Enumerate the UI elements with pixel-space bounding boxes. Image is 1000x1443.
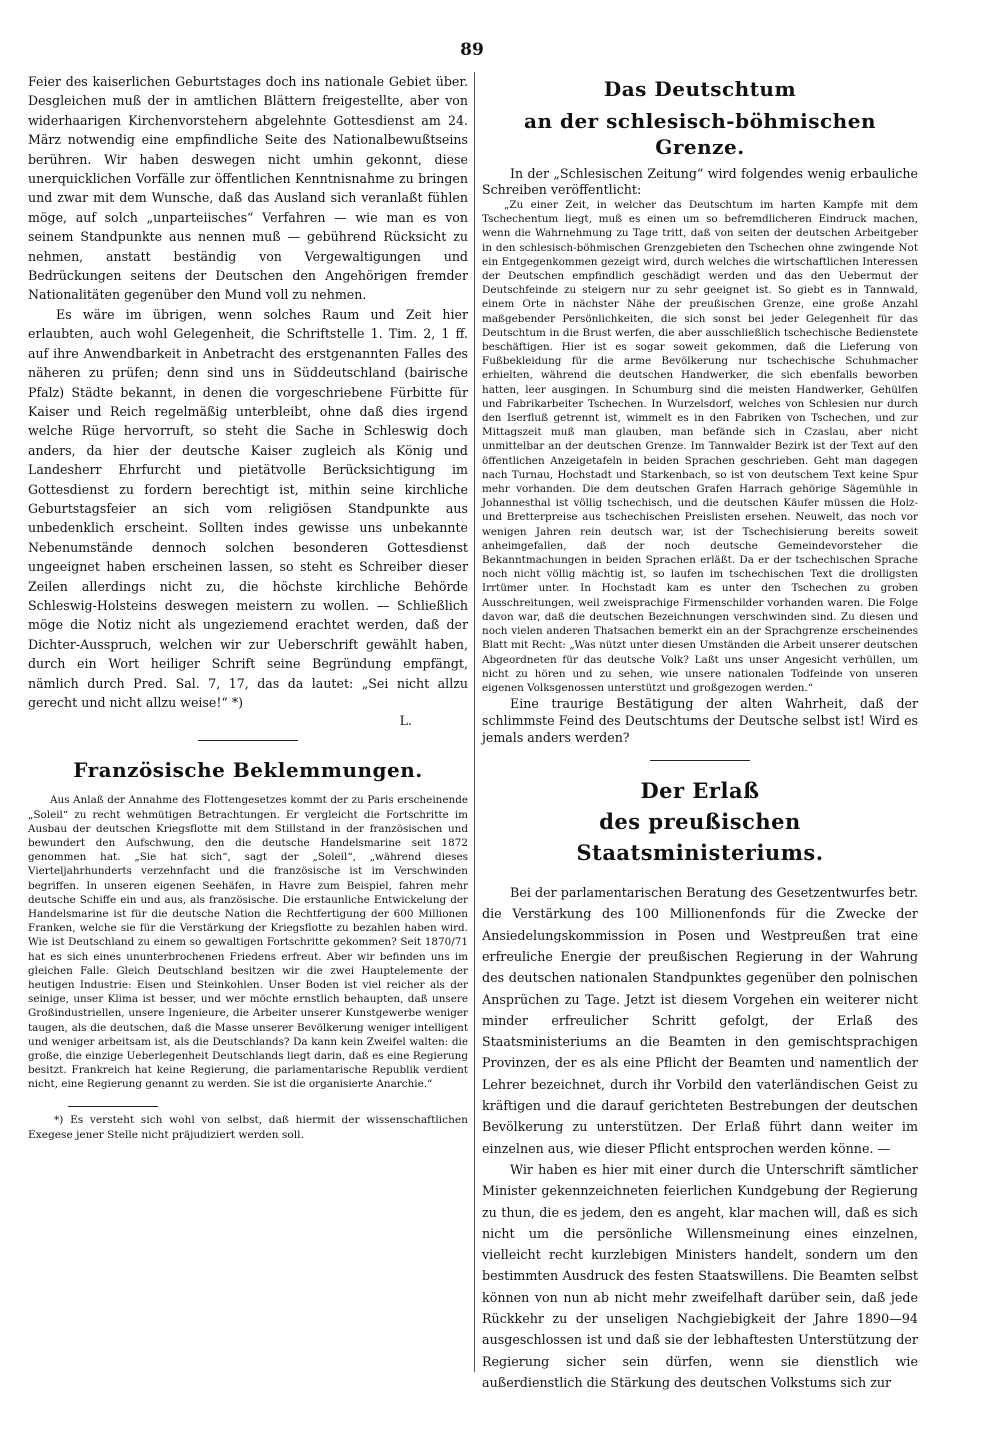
article-body-erlass-2: Wir haben es hier mit einer durch die Unterschrift sämtlicher Minister gekennzeichneten feierlichen Kundgebung der Regierung zu thun, die es jedem, den es angeht, klar machen will, daß es sich nicht um die persönliche Willensmeinung eines einzelnen, vielleicht recht kurzlebigen Ministers handelt, sondern um den bestimmten Ausdruck des festen Staatswillens. Die Beamten selbst können von nun ab nicht mehr zweifelhaft darüber sein, daß jede Rückkehr zu der unseligen Nachgiebigkeit der Jahre 1890—94 ausgeschlossen ist und daß sie der lebhaftesten Unterstützung der Regierung sicher sein dürfen, wenn sie dienstlich wie außerdienstlich die Stärkung des deutschen Volkstums sich zur [482,1161,918,1390]
continued-paragraph-2: Es wäre im übrigen, wenn solches Raum und Zeit hier erlaubten, auch wohl Gelegenheit, die Schriftstelle 1. Tim. 2, 1 ff. auf ihre Anwendbarkeit in Anbetracht des erstgenannten Falles des näheren zu prüfen; denn sind uns in Süddeutschland (bairische Pfalz) Städte bekannt, in denen die vorgeschriebene Fürbitte für Kaiser und Reich regelmäßig unterbleibt, ohne daß dies irgend welche Rüge hervorruft, so steht die Sache in Schleswig doch anders, da hier der deutsche Kaiser zugleich als König und Landesherr Ehrfurcht und pietätvolle Berücksichtigung im Gottesdienst zu fordern berechtigt ist, mithin seine kirchliche Geburtstagsfeier an sich vom religiösen Standpunkte aus unbedenklich erscheint. Sollten indes gewisse uns unbekannte Nebenumstände dennoch solchen besonderen Gottesdienst ungeeignet haben erscheinen lassen, so steht es Schreiber dieser Zeilen allerdings nicht zu, die höchste kirchliche Behörde Schleswig-Holsteins deswegen meistern zu wollen. — Schließlich möge die Notiz nicht als ungeziemend erachtet werden, daß der Dichter-Ausspruch, welchen wir zur Ueberschrift gewählt haben, durch ein Wort heiliger Schrift seine Begründung empfängt, nämlich durch Pred. Sal. 7, 17, das da lautet: „Sei nicht allzu gerecht und nicht allzu weise!“ *) [28,306,468,710]
article-body-erlass-1: Bei der parlamentarischen Beratung des Gesetzentwurfes betr. die Verstärkung des 100 Millionenfonds für die Zwecke der Ansiedelungskommission in Posen und Westpreußen trat eine erfreuliche Energie der preußischen Regierung in der Wahrung des deutschen nationalen Standpunktes gegenüber den polnischen Ansprüchen zu Tage. Jetzt ist diesem Vorgehen ein weiterer nicht minder erfreulicher Schritt gefolgt, der Erlaß des Staatsministeriums an die Beamten in den gemischtsprachigen Provinzen, der es als eine Pflicht der Beamten und namentlich der Lehrer bezeichnet, durch ihr Vorbild den vaterländischen Geist zu kräftigen und die darauf gerichteten Bestrebungen der deutschen Bevölkerung zu unterstützen. Der Erlaß führt dann weiter im einzelnen aus, wie dieser Pflicht entsprochen werden könne. — [482,885,918,1156]
article-title-erlass-line2: des preußischen Staatsministeriums. [576,809,824,866]
left-column [28,72,468,1144]
author-signature: L. [399,713,412,729]
page-number: 89 [460,40,484,60]
article-title-erlass-line1: Der Erlaß [640,778,760,804]
article-title-beklemmungen: Französische Beklemmungen. [73,758,423,783]
section-divider [198,740,298,741]
continued-paragraph-1: Feier des kaiserlichen Geburtstages doch ins nationale Gebiet über. Desgleichen muß der in amtlichen Blättern freigestellte, aber von widerhaarigen Kirchenvorstehern abgelehnte Gottesdienst am 24. März notwendig eine empfindliche Seite des Nationalbewußtseins berühren. Wir haben deswegen nicht umhin gekonnt, diese unerquicklichen Vorfälle zur öffentlichen Kenntnisnahme zu bringen und zwar mit dem Wunsche, daß das Ausland sich veranlaßt fühlen möge, auf solch „unparteiisches“ Verfahren — wie man es von seinem Standpunkte aus nennen muß — gebührend Rücksicht zu nehmen, anstatt beständig von Vergewaltigungen und Bedrückungen seitens der Deutschen den Angehörigen fremder Nationalitäten gegenüber den Mund voll zu nehmen. [28,74,468,303]
article-closing-deutschtum: Eine traurige Bestätigung der alten Wahrheit, daß der schlimmste Feind des Deutschtums der Deutsche selbst ist! Wird es jemals anders werden? [482,696,918,746]
right-column [482,72,918,1393]
footnote: *) Es versteht sich wohl von selbst, daß hiermit der wissenschaftlichen Exegese jener Stelle nicht präjudiziert werden soll. [28,1113,468,1142]
column-rule [474,72,475,1372]
footnote-divider [68,1106,158,1107]
article-quote-deutschtum: „Zu einer Zeit, in welcher das Deutschtum im harten Kampfe mit dem Tschechentum liegt, muß es einen um so befremdlicheren Eindruck machen, wenn die Wahrnehmung zu Tage tritt, daß von seiten der deutschen Arbeitgeber in den schlesisch-böhmischen Grenzgebieten den Tschechen ohne zwingende Not ein Entgegenkommen gezeigt wird, durch welches die wirtschaftlichen Interessen der Deutschen empfindlich geschädigt werden und das den Uebermut der Deutschfeinde zu steigern nur zu sehr geeignet ist. So giebt es in Tannwald, einem Orte in nächster Nähe der preußischen Grenze, eine große Anzahl maßgebender Persönlichkeiten, die sich sonst bei jeder Gelegenheit für das Deutschtum in die Brust werfen, die aber ausschließlich tschechische Bedienstete beschäftigen. Hier ist es sogar soweit gekommen, daß die Lieferung von Fußbekleidung für die arme Bevölkerung nur tschechische Schuhmacher erhielten, während die deutschen Handwerker, die sich ebenfalls beworben hatten, leer ausgingen. In Schumburg sind die meisten Handwerker, Gehülfen und Fabrikarbeiter Tschechen. In Wurzelsdorf, welches von Schlesien nur durch den Iserfluß getrennt ist, wimmelt es in den Fabriken von Tschechen, und zur Mittagszeit muß man glauben, man befände sich in Czaslau, aber nicht unmittelbar an der deutschen Grenze. Im Tannwalder Bezirk ist der Text auf den öffentlichen Anzeigetafeln in beiden Sprachen geschrieben. Geht man dagegen nach Turnau, Hochstadt und Starkenbach, so ist von deutschem Text keine Spur mehr vorhanden. Die dem deutschen Grafen Harrach gehörige Sägemühle in Johannesthal ist völlig tschechisch, und die deutschen Käufer müssen die Holz- und Bretterpreise aus tschechischen Preislisten ersehen. Neuwelt, das noch vor wenigen Jahren rein deutsch war, ist der Tschechisierung bereits soweit anheimgefallen, daß der noch deutsche Gemeindevorsteher die Bekanntmachungen in beiden Sprachen erläßt. Da er der tschechischen Sprache noch nicht völlig mächtig ist, so laufen im tschechischen Text die drolligsten Irrtümer unter. In Hochstadt kam es unter den Tschechen zu groben Ausschreitungen, weil zweisprachige Firmenschilder vorhanden waren. Die Folge davon war, daß die deutschen Bezeichnungen verschwinden sind. Zu diesen und noch vielen anderen Thatsachen bemerkt ein an der Sprachgrenze erscheinendes Blatt mit Recht: „Was nützt unter diesen Umständen die Arbeit unserer deutschen Abgeordneten für das deutsche Volk? Laßt uns unser Angesicht verhüllen, um nicht zu hören und zu sehen, wie unsere nationalen Todfeinde von unseren eigenen Volksgenossen unterstützt und großgezogen werden.“ [482,199,918,694]
article-body-beklemmungen: Aus Anlaß der Annahme des Flottengesetzes kommt der zu Paris erscheinende „Soleil“ zu recht wehmütigen Betrachtungen. Er vergleicht die Fortschritte im Ausbau der deutschen Kriegsflotte mit dem Stillstand in der französischen und bewundert den Aufschwung, den die deutsche Handelsmarine seit 1872 genommen hat. „Sie hat sich“, sagt der „Soleil“, „während dieses Vierteljahrhunderts verzehnfacht und die französische ist im Verschwinden begriffen. In unseren eigenen Seehäfen, in Havre zum Beispiel, fahren mehr deutsche Schiffe ein und aus, als französische. Die erstaunliche Entwickelung der Handelsmarine ist für die deutsche Nation die Rechtfertigung der 600 Millionen Franken, welche sie für die Verstärkung der Kriegsflotte zu bezahlen haben wird. Wie ist Deutschland zu einem so gewaltigen Fortschritte gekommen? Seit 1870/71 hat es sich eines ununterbrochenen Friedens erfreut. Aber wir befinden uns im gleichen Falle. Gleich Deutschland besitzen wir die zwei Hauptelemente der heutigen Industrie: Eisen und Steinkohlen. Unser Boden ist viel reicher als der seinige, unser Klima ist besser, und wer möchte ernstlich behaupten, daß unsere Großindustriellen, unsere Ingenieure, die Arbeiter unserer Kunstgewerbe weniger taugen, als die deutschen, daß die Masse unserer Bevölkerung weniger intelligent und weniger arbeitsam ist, als die Deutschlands? Da kann kein Zweifel walten: die große, die einzige Ueberlegenheit Deutschlands liegt darin, daß es eine Regierung besitzt. Frankreich hat keine Regierung, die parlamentarische Republik verdient nicht, eine Regierung genannt zu werden. Sie ist die organisierte Anarchie.“ [28,794,468,1091]
section-divider-right [650,760,750,761]
article-title-deutschtum-line1: Das Deutschtum [603,77,797,101]
article-intro-deutschtum: In der „Schlesischen Zeitung“ wird folgendes wenig erbauliche Schreiben veröffentlicht: [482,166,918,197]
article-title-deutschtum-line2: an der schlesisch-böhmischen Grenze. [524,109,876,159]
